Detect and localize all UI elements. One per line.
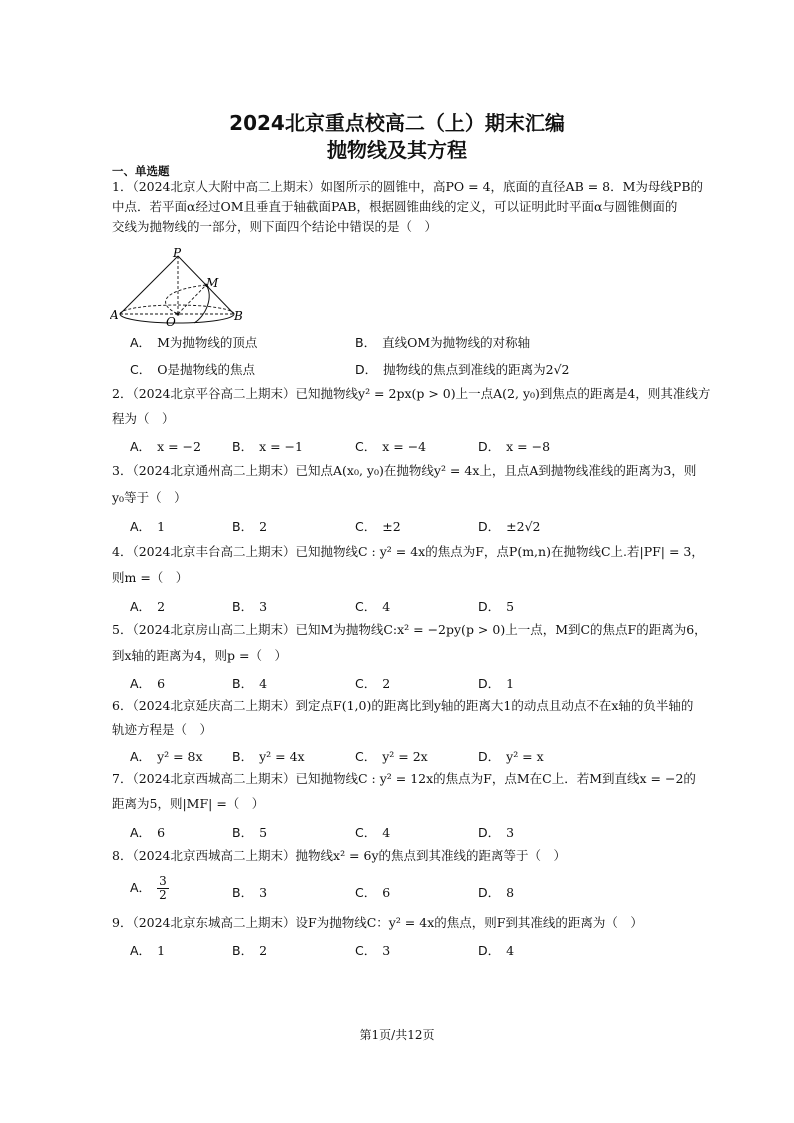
option-b[interactable]: B． x = −1	[232, 439, 303, 454]
option-b[interactable]: B． 5	[232, 825, 268, 840]
option-d[interactable]: D． 3	[478, 825, 515, 840]
option-c[interactable]: C． 4	[355, 825, 391, 840]
label-o: O	[166, 315, 176, 329]
option-b[interactable]: B． 3	[232, 885, 268, 900]
option-a[interactable]: A． 2	[130, 599, 166, 614]
option-b[interactable]: B． 4	[232, 676, 268, 691]
option-d[interactable]: D． 5	[478, 599, 515, 614]
question-line: 3．（2024北京通州高二上期末）已知点A(x₀, y₀)在抛物线y² = 4x上，且点A到抛物线准线的距离为3，则	[112, 463, 697, 478]
question-4	[112, 542, 704, 588]
option-c[interactable]: C． O是抛物线的焦点	[130, 362, 255, 377]
question-line: 6．（2024北京延庆高二上期末）到定点F(1,0)的距离比到y轴的距离大1的动点且动点不在x轴的负半轴的	[112, 698, 694, 713]
option-b[interactable]: B． y² = 4x	[232, 749, 305, 764]
option-c[interactable]: C． y² = 2x	[355, 749, 428, 764]
option-d[interactable]: D． 1	[478, 676, 515, 691]
point-o	[176, 312, 179, 315]
document-subtitle: 抛物线及其方程	[327, 138, 467, 162]
question-line: 则m =（ ）	[112, 570, 189, 585]
page-footer: 第1页/共12页	[359, 1028, 435, 1042]
question-9	[112, 913, 643, 933]
option-d[interactable]: D． x = −8	[478, 439, 551, 454]
question-line: 9．（2024北京东城高二上期末）设F为抛物线C：y² = 4x的焦点，则F到其准线的距离为（ ）	[112, 915, 643, 930]
option-a[interactable]: A． $\frac{3}{2}$	[130, 874, 167, 902]
option-d[interactable]: D． ±2√2	[478, 519, 541, 534]
option-c[interactable]: C． 2	[355, 676, 391, 691]
parabola-visible-part	[194, 285, 209, 323]
option-d[interactable]: D． y² = x	[478, 749, 544, 764]
question-line: 交线为抛物线的一部分，则下面四个结论中错误的是（ ）	[112, 219, 438, 234]
option-c[interactable]: C． 6	[355, 885, 391, 900]
cone-figure	[110, 246, 250, 332]
cone-base-front	[120, 314, 234, 323]
question-2	[112, 384, 710, 429]
question-7	[112, 769, 696, 814]
option-c[interactable]: C． 3	[355, 943, 391, 958]
label-b: B	[234, 309, 243, 323]
question-line: 中点．若平面α经过OM且垂直于轴截面PAB，根据圆锥曲线的定义，可以证明此时平面α与圆锥侧面的	[112, 199, 678, 214]
parabola-hidden-part	[166, 285, 206, 314]
question-line: y₀等于（ ）	[112, 490, 187, 505]
question-line: 距离为5，则|MF| =（ ）	[112, 796, 265, 811]
option-c[interactable]: C． ±2	[355, 519, 401, 534]
option-c[interactable]: C． x = −4	[355, 439, 427, 454]
question-line: 轨迹方程是（ ）	[112, 722, 213, 737]
fraction: $\frac{3}{2}$	[159, 874, 167, 902]
label-a: A	[110, 308, 119, 322]
segment-om	[178, 285, 206, 314]
option-b[interactable]: B． 2	[232, 519, 268, 534]
option-a[interactable]: A． 6	[130, 676, 166, 691]
option-a[interactable]: A． 1	[130, 943, 166, 958]
question-line: 8．（2024北京西城高二上期末）抛物线x² = 6y的焦点到其准线的距离等于（ ）	[112, 848, 567, 863]
option-a[interactable]: A． 6	[130, 825, 166, 840]
option-d[interactable]: D． 抛物线的焦点到准线的距离为2√2	[355, 362, 570, 377]
question-line: 4．（2024北京丰台高二上期末）已知抛物线C : y² = 4x的焦点为F，点P(m,n)在抛物线C上.若|PF| = 3，	[112, 544, 704, 559]
document-title: 2024北京重点校高二（上）期末汇编	[229, 111, 565, 135]
question-5	[112, 620, 707, 666]
question-6	[112, 696, 693, 740]
option-d[interactable]: D． 4	[478, 943, 515, 958]
option-b[interactable]: B． 直线OM为抛物线的对称轴	[355, 335, 531, 350]
question-line: 到x轴的距离为4，则p =（ ）	[112, 648, 287, 663]
question-8	[112, 846, 566, 866]
option-a[interactable]: A． x = −2	[130, 439, 201, 454]
option-a[interactable]: A． M为抛物线的顶点	[130, 335, 258, 350]
question-1	[112, 177, 703, 237]
label-p: P	[173, 246, 182, 260]
question-3	[112, 461, 696, 508]
question-line: 5．（2024北京房山高二上期末）已知M为抛物线C:x² = −2py(p > 0)上一点，M到C的焦点F的距离为6，	[112, 622, 707, 637]
option-b[interactable]: B． 3	[232, 599, 268, 614]
question-line: 1．（2024北京人大附中高二上期末）如图所示的圆锥中，高PO = 4，底面的直径AB = 8．M为母线PB的	[112, 179, 704, 194]
option-a[interactable]: A． 1	[130, 519, 166, 534]
option-b[interactable]: B． 2	[232, 943, 268, 958]
section-heading: 一、单选题	[112, 164, 170, 178]
question-line: 7．（2024北京西城高二上期末）已知抛物线C : y² = 12x的焦点为F，点M在C上．若M到直线x = −2的	[112, 771, 696, 786]
option-c[interactable]: C． 4	[355, 599, 391, 614]
question-line: 程为（ ）	[112, 411, 175, 426]
option-a[interactable]: A． y² = 8x	[130, 749, 203, 764]
option-d[interactable]: D． 8	[478, 885, 515, 900]
label-m: M	[206, 276, 219, 290]
cone-base-back	[120, 305, 234, 314]
question-line: 2．（2024北京平谷高二上期末）已知抛物线y² = 2px(p > 0)上一点A(2, y₀)到焦点的距离是4，则其准线方	[112, 386, 711, 401]
